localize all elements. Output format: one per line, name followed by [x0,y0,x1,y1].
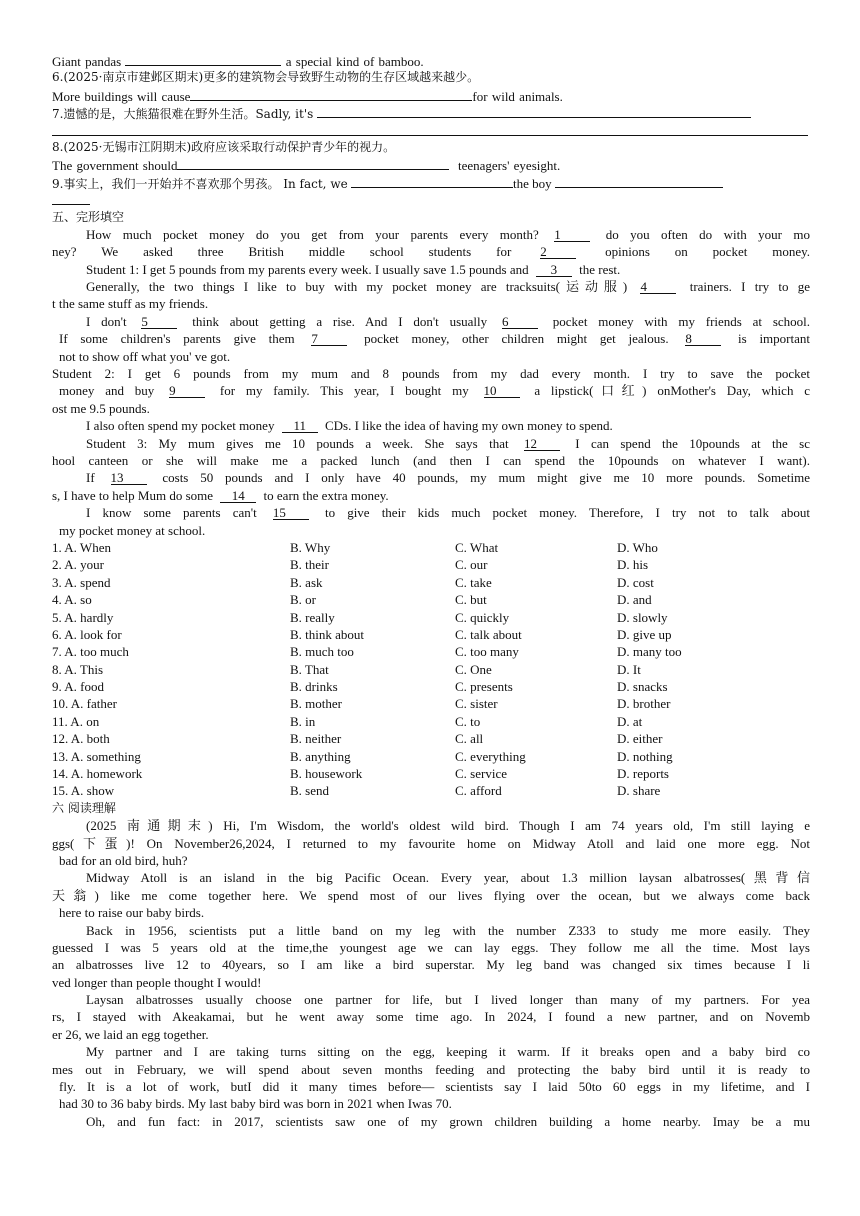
cloze-blank-number: 15 [273,506,309,520]
cloze-line [52,330,810,347]
option-row [52,574,810,591]
option-c[interactable]: C. to [455,713,481,729]
cloze-text: pocket money, other children might get jealous. [364,331,669,347]
reading-line: an albatrosses live 12 to 40years, so I am like a bird superstar. My leg band was changed six times because I li [52,957,810,973]
option-d[interactable]: D. give up [617,626,672,642]
reading-line: (2025 南通期末) Hi, I'm Wisdom, the world's oldest wild bird. Though I am 74 years old, I'm still laying e [86,818,810,834]
option-row [52,713,810,730]
question-6-cn: 6.(2025·南京市建邺区期末)更多的建筑物会导致野生动物的生存区域越来越少。 [52,70,480,85]
option-b[interactable]: B. Why [290,539,331,555]
option-c[interactable]: C. What [455,539,499,555]
reading-line: Laysan albatrosses usually choose one partner for life, but I lived longer than many of my partners. For yea [86,992,810,1008]
cloze-blank-number: 2 [540,245,576,259]
option-d[interactable]: D. at [617,713,643,729]
cloze-line [52,295,810,312]
cloze-blank-number: 4 [640,280,676,294]
cloze-blank-number: 7 [311,332,347,346]
cloze-blank-number: 3 [536,263,572,277]
option-row [52,695,810,712]
cloze-text: costs 50 pounds and I only have 40 pounds, my mum might give me 10 more pounds. Sometime [162,470,810,486]
option-c[interactable]: C. service [455,766,507,782]
option-d[interactable]: D. nothing [617,748,673,764]
cloze-line [52,365,810,382]
option-c[interactable]: C. everything [455,748,526,764]
blank-line-short [52,191,810,208]
cloze-text: ney? We asked three British middle school students for [52,244,512,260]
option-row [52,748,810,765]
option-row [52,591,810,608]
reading-line: Back in 1956, scientists put a little band on my leg with the number Z333 to study me more easily. They [86,922,810,938]
option-row [52,609,810,626]
option-d[interactable]: D. many too [617,644,682,660]
option-c[interactable]: C. quickly [455,609,510,625]
option-d[interactable]: D. cost [617,574,654,590]
blank [317,104,751,118]
text: a special kind of bamboo. [285,54,424,69]
cloze-text: not to show off what you' ve got. [59,348,231,364]
reading-line: bad for an old bird, huh? [59,852,188,868]
cloze-text: is important [738,331,810,347]
reading-line: 天翁) like me come together here. We spend most of our lives flying over the ocean, but we always come back [52,887,810,903]
cloze-text: the rest. [579,261,621,277]
option-b[interactable]: B. neither [290,731,342,747]
question-8-en [52,156,810,173]
option-d[interactable]: D. either [617,731,663,747]
option-a[interactable]: 11. A. on [52,713,100,729]
option-c[interactable]: C. but [455,592,487,608]
option-c[interactable]: C. presents [455,679,513,695]
blank [52,122,808,136]
option-d[interactable]: D. snacks [617,679,668,695]
cloze-text: think about getting a rise. And I don't usually [192,313,488,329]
cloze-heading: 五、完形填空 [52,209,125,224]
reading-line: Oh, and fun fact: in 2017, scientists saw one of my grown children building a home nearby. Imay be a mu [86,1113,810,1129]
cloze-line [52,382,810,399]
option-c[interactable]: C. take [455,574,492,590]
question-6-en [52,87,810,104]
cloze-line [52,435,810,452]
cloze-text: for my family. This year, I bought my [219,383,469,399]
text: 7.遗憾的是，大熊猫很难在野外生活。Sadly, it's [52,107,314,122]
cloze-text: Student 2: I get 6 pounds from my mum and 8 pounds from my dad every month. I try to save the pocket [52,366,810,382]
cloze-text: hool canteen or she will make me a packed lunch (and then I can spend the 10pounds on whatever I want). [52,452,810,468]
option-c[interactable]: C. afford [455,783,502,799]
cloze-line [52,417,810,434]
option-a[interactable]: 9. A. food [52,679,104,695]
reading-line: ggs(下蛋)! On November26,2024, I returned to my favourite home on Midway Atoll and laid one more egg. Not [52,835,810,851]
text: teenagers' eyesight. [457,158,561,174]
cloze-blank-number: 5 [141,315,177,329]
cloze-text: I also often spend my pocket money [86,418,275,434]
cloze-text: do you often do with your mo [605,226,810,242]
cloze-options [52,539,810,800]
cloze-text: trainers. I try to ge [689,279,810,295]
option-a[interactable]: 8. A. This [52,661,104,677]
option-d[interactable]: D. It [617,661,641,677]
option-a[interactable]: 10. A. father [52,696,117,712]
option-b[interactable]: B. their [290,557,329,573]
cloze-text: If some children's parents give them [59,331,295,347]
cloze-line [52,348,810,365]
option-a[interactable]: 15. A. show [52,783,115,799]
cloze-line [52,522,810,539]
option-a[interactable]: 13. A. something [52,748,141,764]
blank [52,191,90,205]
option-c[interactable]: C. all [455,731,484,747]
option-a[interactable]: 1. A. When [52,539,111,555]
cloze-blank-number: 10 [484,384,520,398]
cloze-blank-number: 6 [502,315,538,329]
option-c[interactable]: C. talk about [455,626,522,642]
option-row [52,730,810,747]
blank-line [52,122,810,139]
reading-line: My partner and I are taking turns sitting on the egg, keeping it warm. If it breaks open and a baby bird co [86,1044,810,1060]
question-8-cn: 8.(2025·无锡市江阴期末)政府应该采取行动保护青少年的视力。 [52,139,396,154]
blank [351,174,513,188]
cloze-blank-number: 11 [282,419,318,433]
cloze-text: Student 1: I get 5 pounds from my parents every week. I usually save 1.5 pounds and [86,261,529,277]
cloze-blank-number: 1 [554,228,590,242]
option-b[interactable]: B. ask [290,574,323,590]
text: The government should [52,158,178,174]
cloze-line [52,313,810,330]
blank [125,52,281,66]
option-b[interactable]: B. or [290,592,316,608]
cloze-text: to earn the extra money. [263,487,389,503]
cloze-blank-number: 14 [220,489,256,503]
cloze-line [52,469,810,486]
cloze-line [52,400,810,417]
cloze-text: money and buy [59,383,155,399]
text: 9.事实上，我们一开始并不喜欢那个男孩。 In fact, we [52,176,348,191]
cloze-text: my pocket money at school. [59,522,206,538]
option-a[interactable]: 7. A. too much [52,644,129,660]
reading-line: fly. It is a lot of work, butI did it many times before— scientists say I laid 50to 60 eggs in my lifetime, and I [59,1079,810,1095]
option-d[interactable]: D. Who [617,539,658,555]
option-row [52,626,810,643]
option-row [52,539,810,556]
option-d[interactable]: D. brother [617,696,671,712]
cloze-line [52,226,810,243]
option-b[interactable]: B. anything [290,748,351,764]
cloze-line [52,261,810,278]
option-c[interactable]: C. too many [455,644,519,660]
option-row [52,556,810,573]
option-c[interactable]: C. sister [455,696,498,712]
cloze-blank-number: 13 [111,471,147,485]
option-a[interactable]: 14. A. homework [52,766,143,782]
option-a[interactable]: 5. A. hardly [52,609,114,625]
reading-line: er 26, we laid an egg together. [52,1026,209,1042]
document-page [52,52,810,1130]
cloze-text: Generally, the two things I like to buy with my pocket money are tracksuits(运动服) [86,279,628,295]
option-b[interactable]: B. think about [290,626,365,642]
blank [190,87,472,101]
text: Giant pandas [52,54,122,69]
cloze-line [52,504,810,521]
option-row [52,643,810,660]
option-c[interactable]: C. our [455,557,488,573]
blank [555,174,723,188]
cloze-text: If [86,470,95,486]
reading-line: here to raise our baby birds. [59,905,205,921]
option-b[interactable]: B. housework [290,766,363,782]
cloze-text: a lipstick(口红) onMother's Day, which c [534,383,810,399]
option-d[interactable]: D. and [617,592,652,608]
cloze-text: How much pocket money do you get from your parents every month? [86,226,539,242]
cloze-text: Student 3: My mum gives me 10 pounds a week. She says that [86,435,509,451]
cloze-text: to give their kids much pocket money. Therefore, I try not to talk about [324,505,810,521]
cloze-line [52,278,810,295]
option-a[interactable]: 12. A. both [52,731,110,747]
cloze-text: t the same stuff as my friends. [52,296,209,312]
option-b[interactable]: B. in [290,713,316,729]
cloze-text: ost me 9.5 pounds. [52,400,150,416]
option-d[interactable]: D. his [617,557,649,573]
option-a[interactable]: 3. A. spend [52,574,111,590]
reading-line: guessed I was 5 years old at the time,the youngest age we can lay eggs. They follow me all the time. Most lays [52,939,810,955]
option-row [52,765,810,782]
option-c[interactable]: C. One [455,661,492,677]
option-row [52,678,810,695]
option-b[interactable]: B. really [290,609,335,625]
reading-heading: 六 阅读理解 [52,800,116,815]
cloze-text: I don't [86,313,127,329]
option-d[interactable]: D. share [617,783,661,799]
cloze-line [52,243,810,260]
option-a[interactable]: 4. A. so [52,592,92,608]
option-b[interactable]: B. much too [290,644,354,660]
option-d[interactable]: D. reports [617,766,669,782]
option-row [52,782,810,799]
blank [177,156,449,170]
cloze-text: opinions on pocket money. [605,244,810,260]
option-row [52,661,810,678]
reading-line: had 30 to 36 baby birds. My last baby bird was born in 2021 when Iwas 70. [59,1096,452,1112]
cloze-blank-number: 9 [169,384,205,398]
option-b[interactable]: B. drinks [290,679,338,695]
cloze-blank-number: 8 [685,332,721,346]
text: for wild animals. [472,88,563,104]
cloze-text: CDs. I like the idea of having my own money to spend. [324,418,613,434]
question-7 [52,104,810,121]
reading-line: mes out in February, we will spend about seven months feeding and protecting the baby bird until it is ready to [52,1061,810,1077]
question-9 [52,174,810,191]
option-b[interactable]: B. mother [290,696,342,712]
reading-passage [52,817,810,1130]
option-b[interactable]: B. That [290,661,329,677]
cloze-text: I can spend the 10pounds at the sc [575,435,810,451]
option-a[interactable]: 6. A. look for [52,626,122,642]
cloze-text: s, I have to help Mum do some [52,487,214,503]
option-a[interactable]: 2. A. your [52,557,104,573]
cloze-line [52,487,810,504]
option-d[interactable]: D. slowly [617,609,668,625]
text: the boy [512,175,552,191]
reading-line: Midway Atoll is an island in the big Pacific Ocean. Every year, about 1.3 million laysan albatrosses(黑背信 [86,870,810,886]
reading-line: ved longer than people thought I would! [52,974,262,990]
cloze-text: pocket money with my friends at school. [552,313,810,329]
cloze-blank-number: 12 [524,437,560,451]
cloze-passage [52,226,810,539]
cloze-text: I know some parents can't [86,505,257,521]
cloze-line [52,452,810,469]
text: More buildings will cause [52,88,191,104]
reading-line: rs, I stayed with Akeakamai, but he went away some time ago. In 2024, I found a new partner, and on Novemb [52,1009,810,1025]
option-b[interactable]: B. send [290,783,329,799]
translation-line-5 [52,52,810,69]
